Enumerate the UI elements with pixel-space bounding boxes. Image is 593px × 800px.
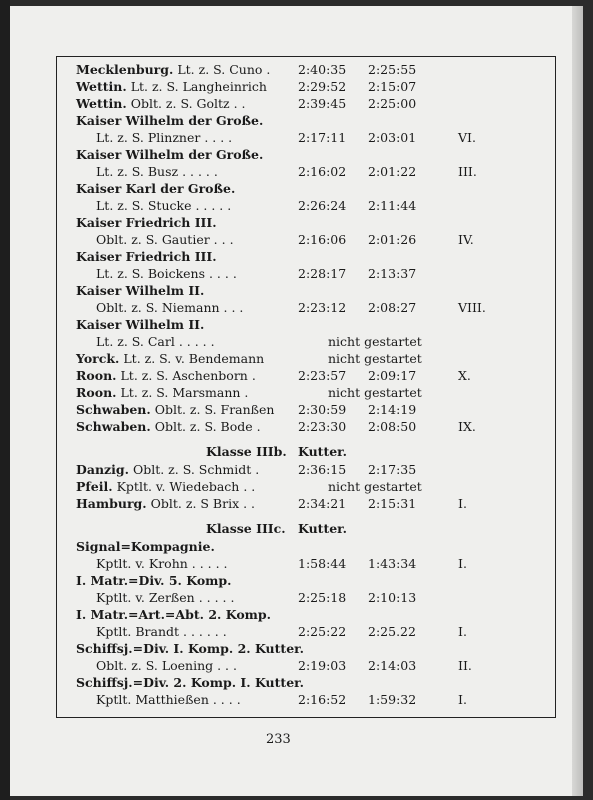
result-row — [76, 556, 546, 573]
ship-name — [76, 607, 271, 622]
entry-label — [76, 62, 270, 77]
ship-name-bold: I. Matr.=Div. 5. Komp. — [76, 573, 232, 588]
placing: X. — [458, 368, 471, 383]
placing: VI. — [458, 130, 476, 145]
boat-type: Kutter. — [298, 521, 347, 536]
officer-name: Oblt. z. S. Franßen — [154, 402, 275, 417]
ship-name: Wettin. — [76, 79, 127, 94]
entry-label — [96, 266, 237, 281]
result-row — [76, 496, 546, 513]
result-row — [76, 130, 546, 147]
ship-name: Roon. — [76, 368, 117, 383]
elapsed-time: 2:28:17 — [298, 266, 347, 281]
entry-label — [76, 402, 274, 417]
entry-label — [96, 300, 243, 315]
ship-name — [76, 113, 263, 128]
entry-label — [96, 692, 241, 707]
class-title: Klasse IIIc. — [206, 521, 286, 536]
result-row — [76, 539, 546, 556]
entry-label — [76, 462, 259, 477]
elapsed-time: 2:16:02 — [298, 164, 347, 179]
placing: I. — [458, 556, 467, 571]
elapsed-time: 2:25:22 — [298, 624, 347, 639]
placing: I. — [458, 496, 467, 511]
elapsed-time: 2:25:18 — [298, 590, 347, 605]
officer-name: Lt. z. S. Carl — [96, 334, 175, 349]
entry-label — [76, 496, 255, 511]
result-row — [76, 402, 546, 419]
class-heading — [76, 513, 546, 539]
result-row — [76, 462, 546, 479]
leader-dots: . — [252, 419, 261, 434]
leader-dots: . . . . — [208, 692, 241, 707]
corrected-time: 2:17:35 — [368, 462, 417, 477]
ship-name — [76, 181, 235, 196]
elapsed-time: 2:26:24 — [298, 198, 347, 213]
officer-name: Kptlt. v. Zerßen — [96, 590, 195, 605]
entry-label — [96, 232, 234, 247]
ship-name: Pfeil. — [76, 479, 113, 494]
result-row — [76, 334, 546, 351]
officer-name: Lt. z. S. Busz — [96, 164, 179, 179]
ship-name — [76, 147, 263, 162]
ship-name: Roon. — [76, 385, 117, 400]
result-row — [76, 624, 546, 641]
status-text: nicht gestartet — [328, 385, 422, 400]
result-row — [76, 232, 546, 249]
leader-dots: . . . . — [200, 130, 233, 145]
elapsed-time: 2:16:52 — [298, 692, 347, 707]
corrected-time: 1:59:32 — [368, 692, 417, 707]
leader-dots: . — [247, 368, 256, 383]
ship-name — [76, 215, 217, 230]
ship-name: Mecklenburg. — [76, 62, 174, 77]
leader-dots: . . — [239, 496, 256, 511]
officer-name: Lt. z. S. Marsmann — [120, 385, 241, 400]
result-row — [76, 658, 546, 675]
corrected-time: 2:13:37 — [368, 266, 417, 281]
entry-label — [76, 385, 248, 400]
corrected-time: 2:14:03 — [368, 658, 417, 673]
officer-name: Lt. z. S. v. Bendemann — [123, 351, 265, 366]
leader-dots: . . . . . — [194, 590, 235, 605]
officer-name: Lt. z. S. Plinzner — [96, 130, 201, 145]
result-row — [76, 641, 546, 658]
officer-name: Oblt. z. S. Loening — [96, 658, 214, 673]
result-row — [76, 675, 546, 692]
elapsed-time: 2:40:35 — [298, 62, 347, 77]
ship-name-bold: Kaiser Wilhelm II. — [76, 317, 205, 332]
ship-name — [76, 675, 304, 690]
entry-label — [76, 479, 255, 494]
status-text: nicht gestartet — [328, 351, 422, 366]
result-row — [76, 147, 546, 164]
result-row — [76, 351, 546, 368]
leader-dots: . — [240, 385, 249, 400]
leader-dots: . . — [239, 479, 256, 494]
result-row — [76, 479, 546, 496]
entry-label — [96, 198, 231, 213]
officer-name: Oblt. z. S. Goltz — [130, 96, 230, 111]
result-row — [76, 590, 546, 607]
elapsed-time: 1:58:44 — [298, 556, 347, 571]
leader-dots: . . . . . . — [179, 624, 227, 639]
boat-type: Kutter. — [298, 444, 347, 459]
ship-name — [76, 249, 217, 264]
ship-name-bold: I. Matr.=Art.=Abt. 2. Komp. — [76, 607, 271, 622]
status-text: nicht gestartet — [328, 334, 422, 349]
corrected-time: 2:08:27 — [368, 300, 417, 315]
officer-name: Oblt. z. S. Gautier — [96, 232, 210, 247]
ship-name — [76, 539, 215, 554]
corrected-time: 2:10:13 — [368, 590, 417, 605]
corrected-time: 2:25:00 — [368, 96, 417, 111]
result-row — [76, 79, 546, 96]
ship-name — [76, 573, 231, 588]
result-row — [76, 607, 546, 624]
leader-dots: . — [262, 62, 271, 77]
elapsed-time: 2:29:52 — [298, 79, 347, 94]
entry-label — [76, 368, 256, 383]
officer-name: Lt. z. S. Aschenborn — [120, 368, 248, 383]
elapsed-time: 2:23:12 — [298, 300, 347, 315]
corrected-time: 2:03:01 — [368, 130, 417, 145]
placing: II. — [458, 658, 472, 673]
corrected-time: 2:01:26 — [368, 232, 417, 247]
corrected-time: 2:25.22 — [368, 624, 416, 639]
officer-name: Lt. z. S. Langheinrich — [130, 79, 267, 94]
entry-label — [96, 624, 227, 639]
result-row — [76, 300, 546, 317]
result-row — [76, 385, 546, 402]
corrected-time: 2:15:07 — [368, 79, 417, 94]
class-title: Klasse IIIb. — [206, 444, 287, 459]
entry-label — [96, 130, 232, 145]
entry-label — [76, 79, 267, 94]
book-gutter — [0, 0, 10, 800]
entry-label — [96, 590, 234, 605]
officer-name: Kptlt. v. Wiedebach — [116, 479, 240, 494]
entry-label — [76, 419, 261, 434]
officer-name: Lt. z. S. Stucke — [96, 198, 192, 213]
ship-name-bold: Kaiser Wilhelm der Große. — [76, 113, 264, 128]
ship-name: Yorck. — [76, 351, 120, 366]
ship-name-bold: Schiffsj.=Div. I. Komp. 2. Kutter. — [76, 641, 304, 656]
ship-name — [76, 317, 204, 332]
leader-dots: . — [251, 462, 260, 477]
corrected-time: 2:15:31 — [368, 496, 417, 511]
corrected-time: 2:11:44 — [368, 198, 417, 213]
officer-name: Oblt. z. S. Niemann — [96, 300, 220, 315]
status-text: nicht gestartet — [328, 479, 422, 494]
result-row — [76, 96, 546, 113]
elapsed-time: 2:23:30 — [298, 419, 347, 434]
ship-name-bold: Kaiser Friedrich III. — [76, 249, 217, 264]
placing: I. — [458, 624, 467, 639]
result-row — [76, 181, 546, 198]
elapsed-time: 2:17:11 — [298, 130, 347, 145]
result-row — [76, 573, 546, 590]
result-row — [76, 368, 546, 385]
page-edge — [572, 6, 583, 796]
ship-name — [76, 641, 304, 656]
leader-dots: . . . . . — [191, 198, 232, 213]
corrected-time: 2:25:55 — [368, 62, 417, 77]
elapsed-time: 2:19:03 — [298, 658, 347, 673]
corrected-time: 2:01:22 — [368, 164, 417, 179]
elapsed-time: 2:30:59 — [298, 402, 347, 417]
elapsed-time: 2:16:06 — [298, 232, 347, 247]
officer-name: Kptlt. Brandt — [96, 624, 180, 639]
results-table — [76, 62, 546, 709]
ship-name: Schwaben. — [76, 402, 151, 417]
page-number: 233 — [266, 732, 291, 747]
result-row — [76, 164, 546, 181]
corrected-time: 2:08:50 — [368, 419, 417, 434]
result-row — [76, 419, 546, 436]
leader-dots: . . . — [219, 300, 244, 315]
placing: VIII. — [458, 300, 486, 315]
placing: I. — [458, 692, 467, 707]
ship-name-bold: Kaiser Wilhelm der Große. — [76, 147, 264, 162]
leader-dots: . . . — [209, 232, 234, 247]
entry-label — [96, 334, 215, 349]
result-row — [76, 215, 546, 232]
ship-name: Schwaben. — [76, 419, 151, 434]
leader-dots: . . . — [213, 658, 237, 673]
entry-label — [96, 164, 218, 179]
officer-name: Oblt. z. S. Bode — [154, 419, 253, 434]
placing: IX. — [458, 419, 476, 434]
result-row — [76, 62, 546, 79]
entry-label — [96, 556, 228, 571]
elapsed-time: 2:36:15 — [298, 462, 347, 477]
ship-name-bold: Kaiser Karl der Große. — [76, 181, 236, 196]
leader-dots: . . . . . — [178, 164, 218, 179]
result-row — [76, 113, 546, 130]
ship-name: Hamburg. — [76, 496, 147, 511]
corrected-time: 1:43:34 — [368, 556, 417, 571]
result-row — [76, 283, 546, 300]
result-row — [76, 249, 546, 266]
ship-name-bold: Kaiser Wilhelm II. — [76, 283, 205, 298]
result-row — [76, 266, 546, 283]
ship-name: Danzig. — [76, 462, 129, 477]
ship-name: Wettin. — [76, 96, 127, 111]
leader-dots: . . . . . — [174, 334, 215, 349]
ship-name-bold: Kaiser Friedrich III. — [76, 215, 217, 230]
result-row — [76, 317, 546, 334]
result-row — [76, 692, 546, 709]
corrected-time: 2:14:19 — [368, 402, 417, 417]
corrected-time: 2:09:17 — [368, 368, 417, 383]
officer-name: Lt. z. S. Boickens — [96, 266, 206, 281]
officer-name: Oblt. z. S Brix — [150, 496, 240, 511]
elapsed-time: 2:34:21 — [298, 496, 347, 511]
entry-label — [76, 351, 264, 366]
officer-name: Lt. z. S. Cuno — [177, 62, 263, 77]
result-row — [76, 198, 546, 215]
class-heading — [76, 436, 546, 462]
ship-name-bold: Signal=Kompagnie. — [76, 539, 215, 554]
leader-dots: . . . . — [205, 266, 237, 281]
entry-label — [76, 96, 246, 111]
elapsed-time: 2:23:57 — [298, 368, 347, 383]
officer-name: Kptlt. v. Krohn — [96, 556, 188, 571]
ship-name — [76, 283, 204, 298]
leader-dots: . . . . . — [187, 556, 228, 571]
leader-dots: . . — [229, 96, 246, 111]
entry-label — [96, 658, 237, 673]
placing: III. — [458, 164, 477, 179]
ship-name-bold: Schiffsj.=Div. 2. Komp. I. Kutter. — [76, 675, 304, 690]
placing: IV. — [458, 232, 474, 247]
elapsed-time: 2:39:45 — [298, 96, 347, 111]
officer-name: Oblt. z. S. Schmidt — [132, 462, 252, 477]
officer-name: Kptlt. Matthießen — [96, 692, 209, 707]
